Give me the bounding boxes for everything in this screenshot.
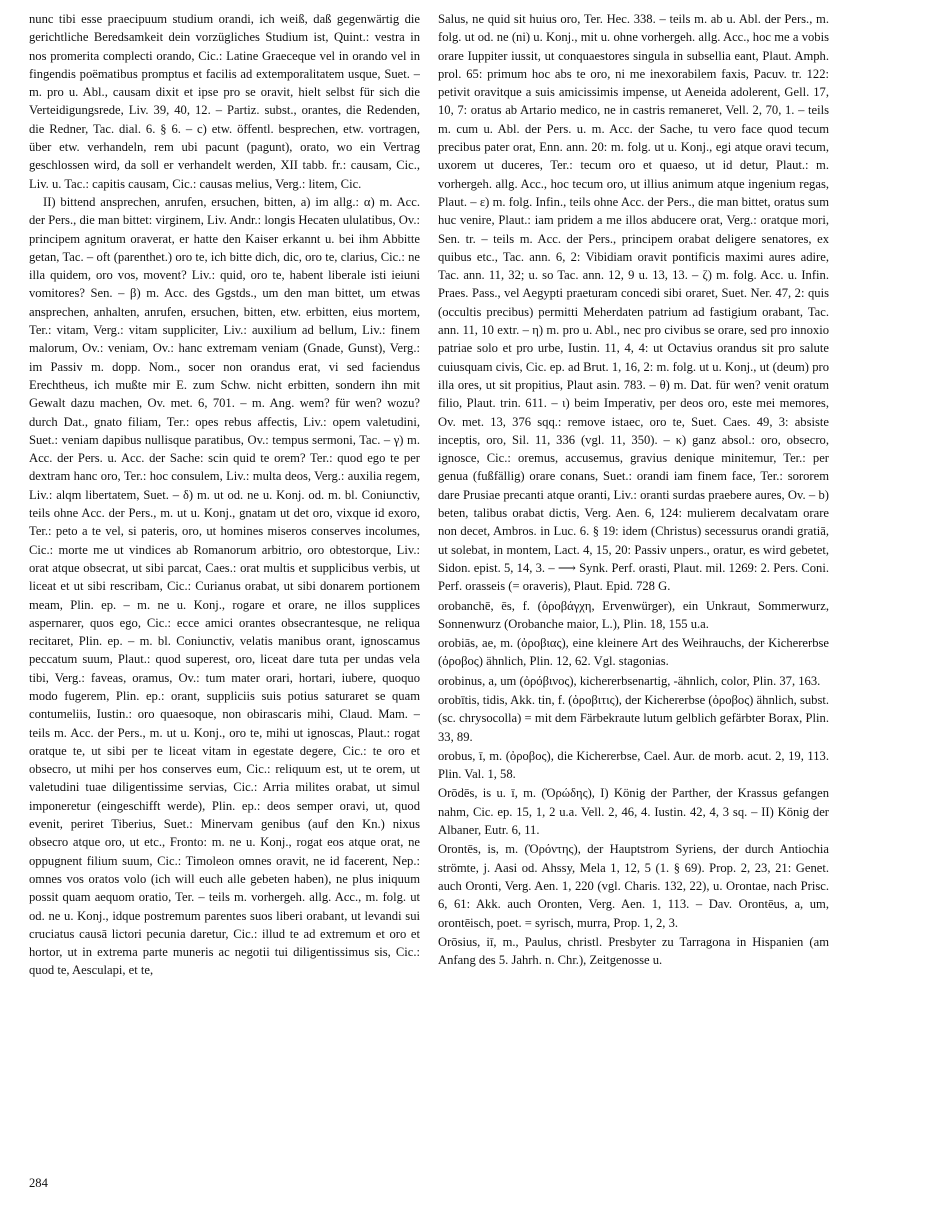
left-paragraph-1: nunc tibi esse praecipuum studium orandi, ich weiß, daß gegenwärtig die gerichtliche Beredsamkeit dein vorzügliches Studium ist, Quint.: vestra in nos promerita complecti orando, Cic.: Latine Graeceque vel in orando vel in fingendis poëmatibus promptus et facilis ad extemporalitatem usque, Suet. – m. pro u. Abl., causam dixit et ipse pro se oravit, hielt selbst für sich die Verteidigungsrede, Liv. 39, 40, 12. – Partiz. subst., orantes, die Redenden, die Redner, Tac. dial. 6. § 6. – c) etw. öffentl. besprechen, etw. vortragen, über etw. verhandeln, rem ubi pacunt (pagunt), orato, wo ein Vertrag geschlossen wird, da soll er verhandelt werden, XII tabb. fr.: causam, Cic., Liv. u. Tac.: capitis causam, Cic.: causas melius, Verg.: litem, Cic. xyxy=(29,12,420,191)
right-paragraph-oro-continued: Salus, ne quid sit huius oro, Ter. Hec. 338. – teils m. ab u. Abl. der Pers., m. folg. ut od. ne (ni) u. Konj., mit u. ohne vorhergeh. allg. Acc., hoc me a vobis orare Iuppiter iussit, ut conquaestores singula in subsellia eant, Plaut. Amph. prol. 65: primum hoc abs te oro, ni me inexorabilem faxis, Pacuv. tr. 122: petivit oravitque a suis amicissimis impense, ut Aeneida adolerent, Gell. 17, 10, 7: oratus ab Artario medico, ne in castris remaneret, Vell. 2, 70, 1. – teils m. cum u. Abl. der Pers. u. m. Acc. der Sache, tu vero face quod tecum precibus pater orat, Enn. ann. 20: m. folg. ut u. Konj., egi atque oravi tecum, uxorem ut duceres, Ter.: tecum oro et quaeso, ut id detur, Plaut.: m. vorhergeh. allg. Acc., hoc tecum oro, ut illius animum atque ingenium regas, Plaut. – ε) m. folg. Infin., teils ohne Acc. der Pers., die man bittet, oratus sum huc venire, Plaut.: iam pridem a me illos abducere orat, Verg.: oratque mori, Sen. tr. – teils m. Acc. der Pers., principem orabat deligere senatores, ex quibus etc., Tac. ann. 6, 2: Vibidiam oravit pontificis maximi aures adire, Tac. ann. 11, 32; u. so Tac. ann. 12, 9 u. 13, 13. – ζ) m. folg. Acc. u. Infin. Praes. Pass., vel Aegypti praeturam concedi sibi oraret, Suet. Ner. 47, 2: quis (occultis precibus) permitti Meherdaten patrium ad fastigium orabant, Tac. ann. 11, 10 extr. – η) m. pro u. Abl., nec pro civibus se orare, sed pro innoxio patriae solo et pro urbe, Iustin. 11, 4, 4: ut Octavius orandus sit pro salute cuiusquam civis, Cic. ep. ad Brut. 1, 16, 2: m. folg. ut u. Konj., ut (deum) pro illa ores, ut sit propitius, Plaut asin. 783. – θ) m. Dat. für wen? venit oratum filio, Plaut. trin. 611. – ι) beim Imperativ, per deos oro, este mei memores, Ov. met. 13, 376 sqq.: remove istaec, oro te, Suet. Caes. 49, 3: absiste inceptis, oro, Sil. 11, 336 (vgl. 11, 350). – κ) ganz absol.: oro, obsecro, ignosce, Cic.: oremus, accusemus, gravius denique minitemur, Ter.: per genua (fußfällig) orare conans, Suet.: orandi iam finem face, Ter.: sororem dare Prusiae precanti atque oranti, Liv.: oranti surdas praebere aures, Ov. – b) beten, talibus orabat dictis, Verg. Aen. 6, 124: mulierem decalvatam orare non decet, Ambros. in Luc. 6. § 19: idem (Christus) secessurus orandi gratiā, ut solebat, in montem, Lact. 4, 15, 20: Passiv unpers., oratur, es wird gebetet, Sidon. epist. 5, 14, 3. – ⟶ Synk. Perf. orasti, Plaut. mil. 1269: 2. Pers. Coni. Perf. orasseis (= oraveris), Plaut. Epid. 728 G. xyxy=(438,12,829,594)
entry-orontes: Orontēs, is, m. (Ὀρόντης), der Hauptstrom Syriens, der durch Antiochia strömte, j. Aasi od. Ahssy, Mela 1, 12, 5 (1. § 69). Prop. 2, 23, 21: Genet. auch Oronti, Verg. Aen. 1, 220 (vgl. Charis. 132, 22), u. Orontae, nach Prisc. 6, 61: Akk. auch Oronten, Verg. Aen. 1, 113. – Dav. Orontēus, a, um, orontēisch, poet. = syrisch, murra, Prop. 1, 2, 3. xyxy=(438,842,829,930)
entry-orosius: Orōsius, iī, m., Paulus, christl. Presbyter zu Tarragona in Hispanien (am Anfang des 5. Jahrh. n. Chr.), Zeitgenosse u. xyxy=(438,934,829,968)
entry-orobanche: orobanchē, ēs, f. (ὀροβάγχη, Ervenwürger), ein Unkraut, Sommerwurz, Sonnenwurz (Orobanche maior, L.), Plin. 18, 155 u.a. xyxy=(438,598,829,631)
entry-orobus: orobus, ī, m. (ὀροβος), die Kichererbse, Cael. Aur. de morb. acut. 2, 19, 113. Plin. Val. 1, 58. xyxy=(438,748,829,782)
right-column xyxy=(438,10,829,1170)
left-column xyxy=(29,10,420,1170)
entry-orobitis: orobītis, tidis, Akk. tin, f. (ὀροβιτις), der Kichererbse (ὀροβος) ähnlich, subst. (sc. chrysocolla) = mit dem Färbekraute lutum gelblich gefärbter Borax, Plin. 33, 89. xyxy=(438,692,829,744)
entry-orobinus: orobinus, a, um (ὀρόβινος), kichererbsenartig, -ähnlich, color, Plin. 37, 163. xyxy=(438,673,821,688)
entry-orodes: Orōdēs, is u. ī, m. (Ὀρώδης), I) König der Parther, der Krassus gefangen nahm, Cic. ep. 15, 1, 2 u.a. Vell. 2, 46, 4. Iustin. 42, 4, 3 sq. – II) König der Albaner, Eutr. 6, 11. xyxy=(438,786,829,838)
page-number: 284 xyxy=(29,1176,48,1190)
left-paragraph-2: II) bittend ansprechen, anrufen, ersuchen, bitten, a) im allg.: α) m. Acc. der Pers., die man bittet: virginem, Liv. Andr.: longis Hecaten ululatibus, Ov.: principem agnitum oraverat, er hatte den Kaiser erkannt u. bei ihm Abbitte getan, Tac. – oft (parenthet.) oro te, ich bitte dich, dic, oro te, clarius, Cic.: ne illa quidem, oro vos, movent? Liv.: quid, oro te, habent liberale isti ieiuni vomitores? Sen. – β) m. Acc. des Ggstds., um den man bittet, um etwas ansprechen, anhalten, anrufen, ersuchen, bitten, etw. erbitten, eius mortem, Ter.: vitam, Verg.: vitam suppliciter, Liv.: auxilium ad bellum, Liv.: finem malorum, Ov.: veniam, Ov.: hanc extremam veniam (Gnade, Gunst), Verg.: im Passiv m. dopp. Nom., socer non orandus erat, vi sed faciendus Erechtheus, ich mußte mir E. zum Schw. nicht erbitten, sondern ihn mit Gewalt dazu machen, Ov. met. 6, 701. – m. Ang. wem? für wen? wozu? durch Dat., gnato filiam, Ter.: opes rebus affectis, Liv.: opem valetudini, Suet.: veniam dapibus nullisque paratibus, Ov.: tempus sermoni, Tac. – γ) m. Acc. der Pers. u. Acc. der Sache: scin quid te orem? Ter.: quod ego te per dextram hanc oro, Ter.: hoc consulem, Liv.: multa deos, Verg.: auxilia regem, Liv.: alqm libertatem, Suet. – δ) m. ut od. ne u. Konj. od. m. bl. Coniunctiv, teils ohne Acc. der Pers., m. ut u. Konj., gnatam ut det oro, vixque id exoro, Ter.: peto a te vel, si pateris, oro, ut homines miseros conserves incolumes, Cic.: morte me ut vindices ab Romanorum arbitrio, oro obtestorque, Liv.: orat atque obsecrat, ut sibi parcat, Caes.: orat multis et supplicibus verbis, ut liceat et ut sibi rescribam, Cic.: Curianus orabat, ut sibi donarem portionem meam, Plin. ep. – m. ne u. Konj., rogare et orare, ne illos supplices aspernarer, quos ego, Cic.: ecce amici orantes obsecrantesque, ne reliqua recitaret, Plin. ep. – m. bl. Coniunctiv, velatis manibus orant, ignoscamus peccatum suum, Plaut.: quod superest, oro, liceat dare tuta per undas vela tibi, Verg.: faveas, oramus, Ov.: tum mater orari, hortari, iubere, quoquo modo fugerem, Plin. ep.: orant, suppliciis suis potius saturaret se quam contumeliis, Iustin.: oro quaesoque, non obirascaris mihi, Claud. Mam. – teils m. Acc. der Pers., m. ut u. Konj., oro te, mihi ut ignoscas, Plaut.: rogat oratque te, ut sibi per te liceat vitam in egestate degere, Cic.: te oro et obsecro, ut mihi per hos conserves eum, Cic.: reliquum est, ut te orem, ut valetudini tuae diligentissime servias, Cic.: Arria milites orabat, ut simul imponeretur (eingeschifft werde), Plin. ep.: deos semper oravi, ut, quod evenit, periret Tiberius, Suet.: Minervam genibus (auf den Kn.) nixus obsecro atque oro, ut etc., Fronto: m. ne u. Konj., rogat eos atque orat, ne oppugnent filium suum, Cic.: Timoleon omnes oravit, ne id facerent, Nep.: omnes vos oratos volo (ich will euch alle gebeten haben), ne plus iniquum possit quam aequom oratio, Ter. – teils m. vorhergeh. allg. Acc., m. folg. ut od. ne u. Konj., idque postremum parentes suos liberi orabant, ut levandi sui cruciatus causā lictori pecunia daretur, Cic.: illud te ad extremum et oro et hortor, ut in extrema parte muneris ac negotii tui diligentissimus sis, Cic.: quod te, Aesculapi, et te, xyxy=(29,194,420,978)
entry-orobias: orobiās, ae, m. (ὀροβιας), eine kleinere Art des Weihrauchs, der Kichererbse (ὀροβος) ähnlich, Plin. 12, 62. Vgl. stagonias. xyxy=(438,636,829,669)
